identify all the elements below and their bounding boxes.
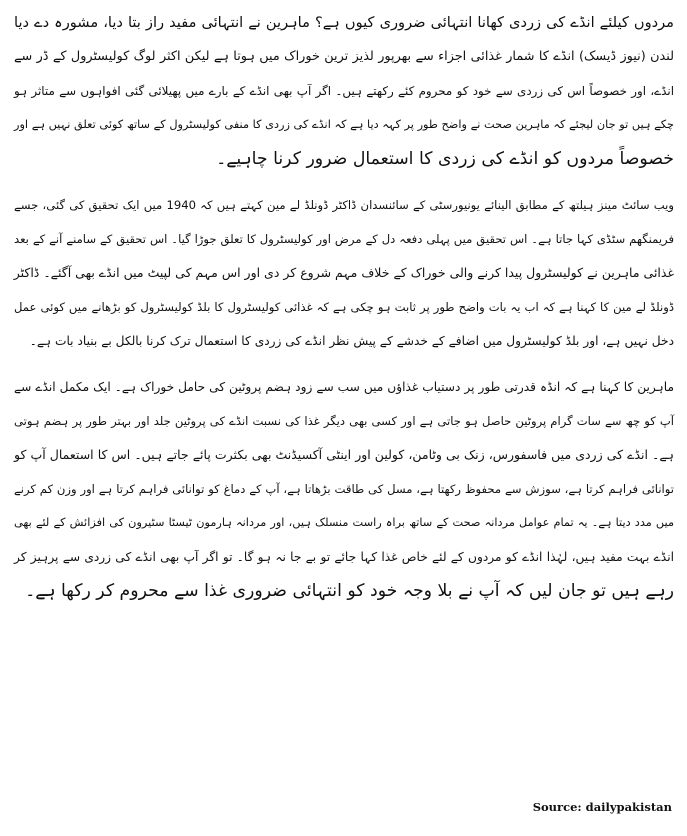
paragraph-line: ماہرین کا کہنا ہے کہ انڈہ قدرتی طور پر دستیاب غذاؤں میں سب سے زود ہضم پروٹین کی حامل خوراک ہے۔ ایک مکمل انڈے سے (14, 380, 674, 394)
paragraph-line: انڈے، اور خصوصاً اس کی زردی سے خود کو محروم کئے رکھتے ہیں۔ اگر آپ بھی انڈے کے بارے میں پھیلائی گئی افواہوں سے متاثر ہو (14, 84, 674, 98)
paragraph-line: غذائی ماہرین نے کولیسٹرول پیدا کرنے والی خوراک کے خلاف مہم شروع کر دی اور اس مہم کی لپیٹ میں انڈے بھی آگئے۔ ڈاکٹر (13, 265, 674, 280)
paragraph-line: لندن (نیوز ڈیسک) انڈے کا شمار غذائی اجزاء سے بھرپور لذیز ترین خوراک میں ہوتا ہے لیکن اکثر لوگ کولیسٹرول کے ڈر سے (14, 49, 674, 64)
paragraph-line: توانائی فراہم کرتا ہے، سوزش سے محفوظ رکھتا ہے، مسل کی طاقت بڑھاتا ہے، آپ کے دماغ کو توانائی فراہم کرتا ہے اور وزن کم کرنے (14, 482, 674, 496)
paragraph-spacer (14, 176, 674, 188)
paragraph-line: چکے ہیں تو جان لیجئے کہ ماہرین صحت نے واضح طور پر کہہ دیا ہے کہ انڈے کی زردی کا منفی کولیسٹرول کے ساتھ کوئی تعلق نہیں ہے اور (14, 118, 674, 131)
paragraph-spacer (14, 358, 674, 370)
paragraph (14, 188, 674, 358)
paragraph-line: ویب سائٹ مینز ہیلتھ کے مطابق الینائے یونیورسٹی کے سائنسدان ڈاکٹر ڈونلڈ لے مین کہتے ہیں کہ 1940 میں ایک تحقیق کی گئی، جسے (14, 198, 675, 212)
paragraph-line: ہے۔ انڈے کی زردی میں فاسفورس، زنک بی وٹامن، کولین اور اینٹی آکسیڈنٹ بھی بکثرت پائے جاتے ہیں۔ اس کا استعمال آپ کو (14, 447, 674, 462)
paragraph-line: آپ کو چھ سے سات گرام پروٹین حاصل ہو جاتی ہے اور کسی بھی دیگر غذا کی نسبت انڈے کی پروٹین جلد اور بہتر طور پر ہضم ہوتی (14, 414, 674, 428)
paragraph-line: انڈے بہت مفید ہیں، لہٰذا انڈے کو مردوں کے لئے خاص غذا کہا جائے تو بے جا نہ ہو گا۔ تو اگر آپ بھی انڈے کی زردی سے پرہیز کر (14, 550, 674, 564)
paragraph-line: رہے ہیں تو جان لیں کہ آپ نے بلا وجہ خود کو انتہائی ضروری غذا سے محروم کر رکھا ہے۔ (25, 581, 674, 601)
paragraph (14, 6, 674, 176)
source-credit: Source: dailypakistan (532, 800, 672, 814)
paragraph-line: دخل نہیں ہے، اور بلڈ کولیسٹرول میں اضافے کے خدشے کے پیش نظر انڈے کی زردی کا استعمال ترک کرنا بالکل بے بنیاد بات ہے۔ (29, 334, 674, 348)
paragraph-line: میں مدد دیتا ہے۔ یہ تمام عوامل مردانہ صحت کے ساتھ براہ راست منسلک ہیں، اور مردانہ ہارمون ٹیسٹا سٹیرون کی افزائش کے لئے بھی (14, 516, 674, 529)
article-body (14, 6, 674, 608)
paragraph (14, 370, 674, 608)
headline: مردوں کیلئے انڈے کی زردی کھانا انتہائی ضروری کیوں ہے؟ ماہرین نے انتہائی مفید راز بتا دیا، مشورہ دے دیا (14, 14, 674, 31)
paragraph-line: ڈونلڈ لے مین کا کہنا ہے کہ اب یہ بات واضح طور پر ثابت ہو چکی ہے کہ غذائی کولیسٹرول کا بلڈ کولیسٹرول کو بڑھانے میں کوئی عمل (14, 300, 674, 314)
paragraph-line: خصوصاً مردوں کو انڈے کی زردی کا استعمال ضرور کرنا چاہیے۔ (216, 149, 674, 169)
paragraph-line: فریمنگھم سٹڈی کہا جاتا ہے۔ اس تحقیق میں پہلی دفعہ دل کے مرض اور کولیسٹرول کا تعلق جوڑا گیا۔ اس تحقیق کے سامنے آنے کے بعد (14, 232, 674, 246)
